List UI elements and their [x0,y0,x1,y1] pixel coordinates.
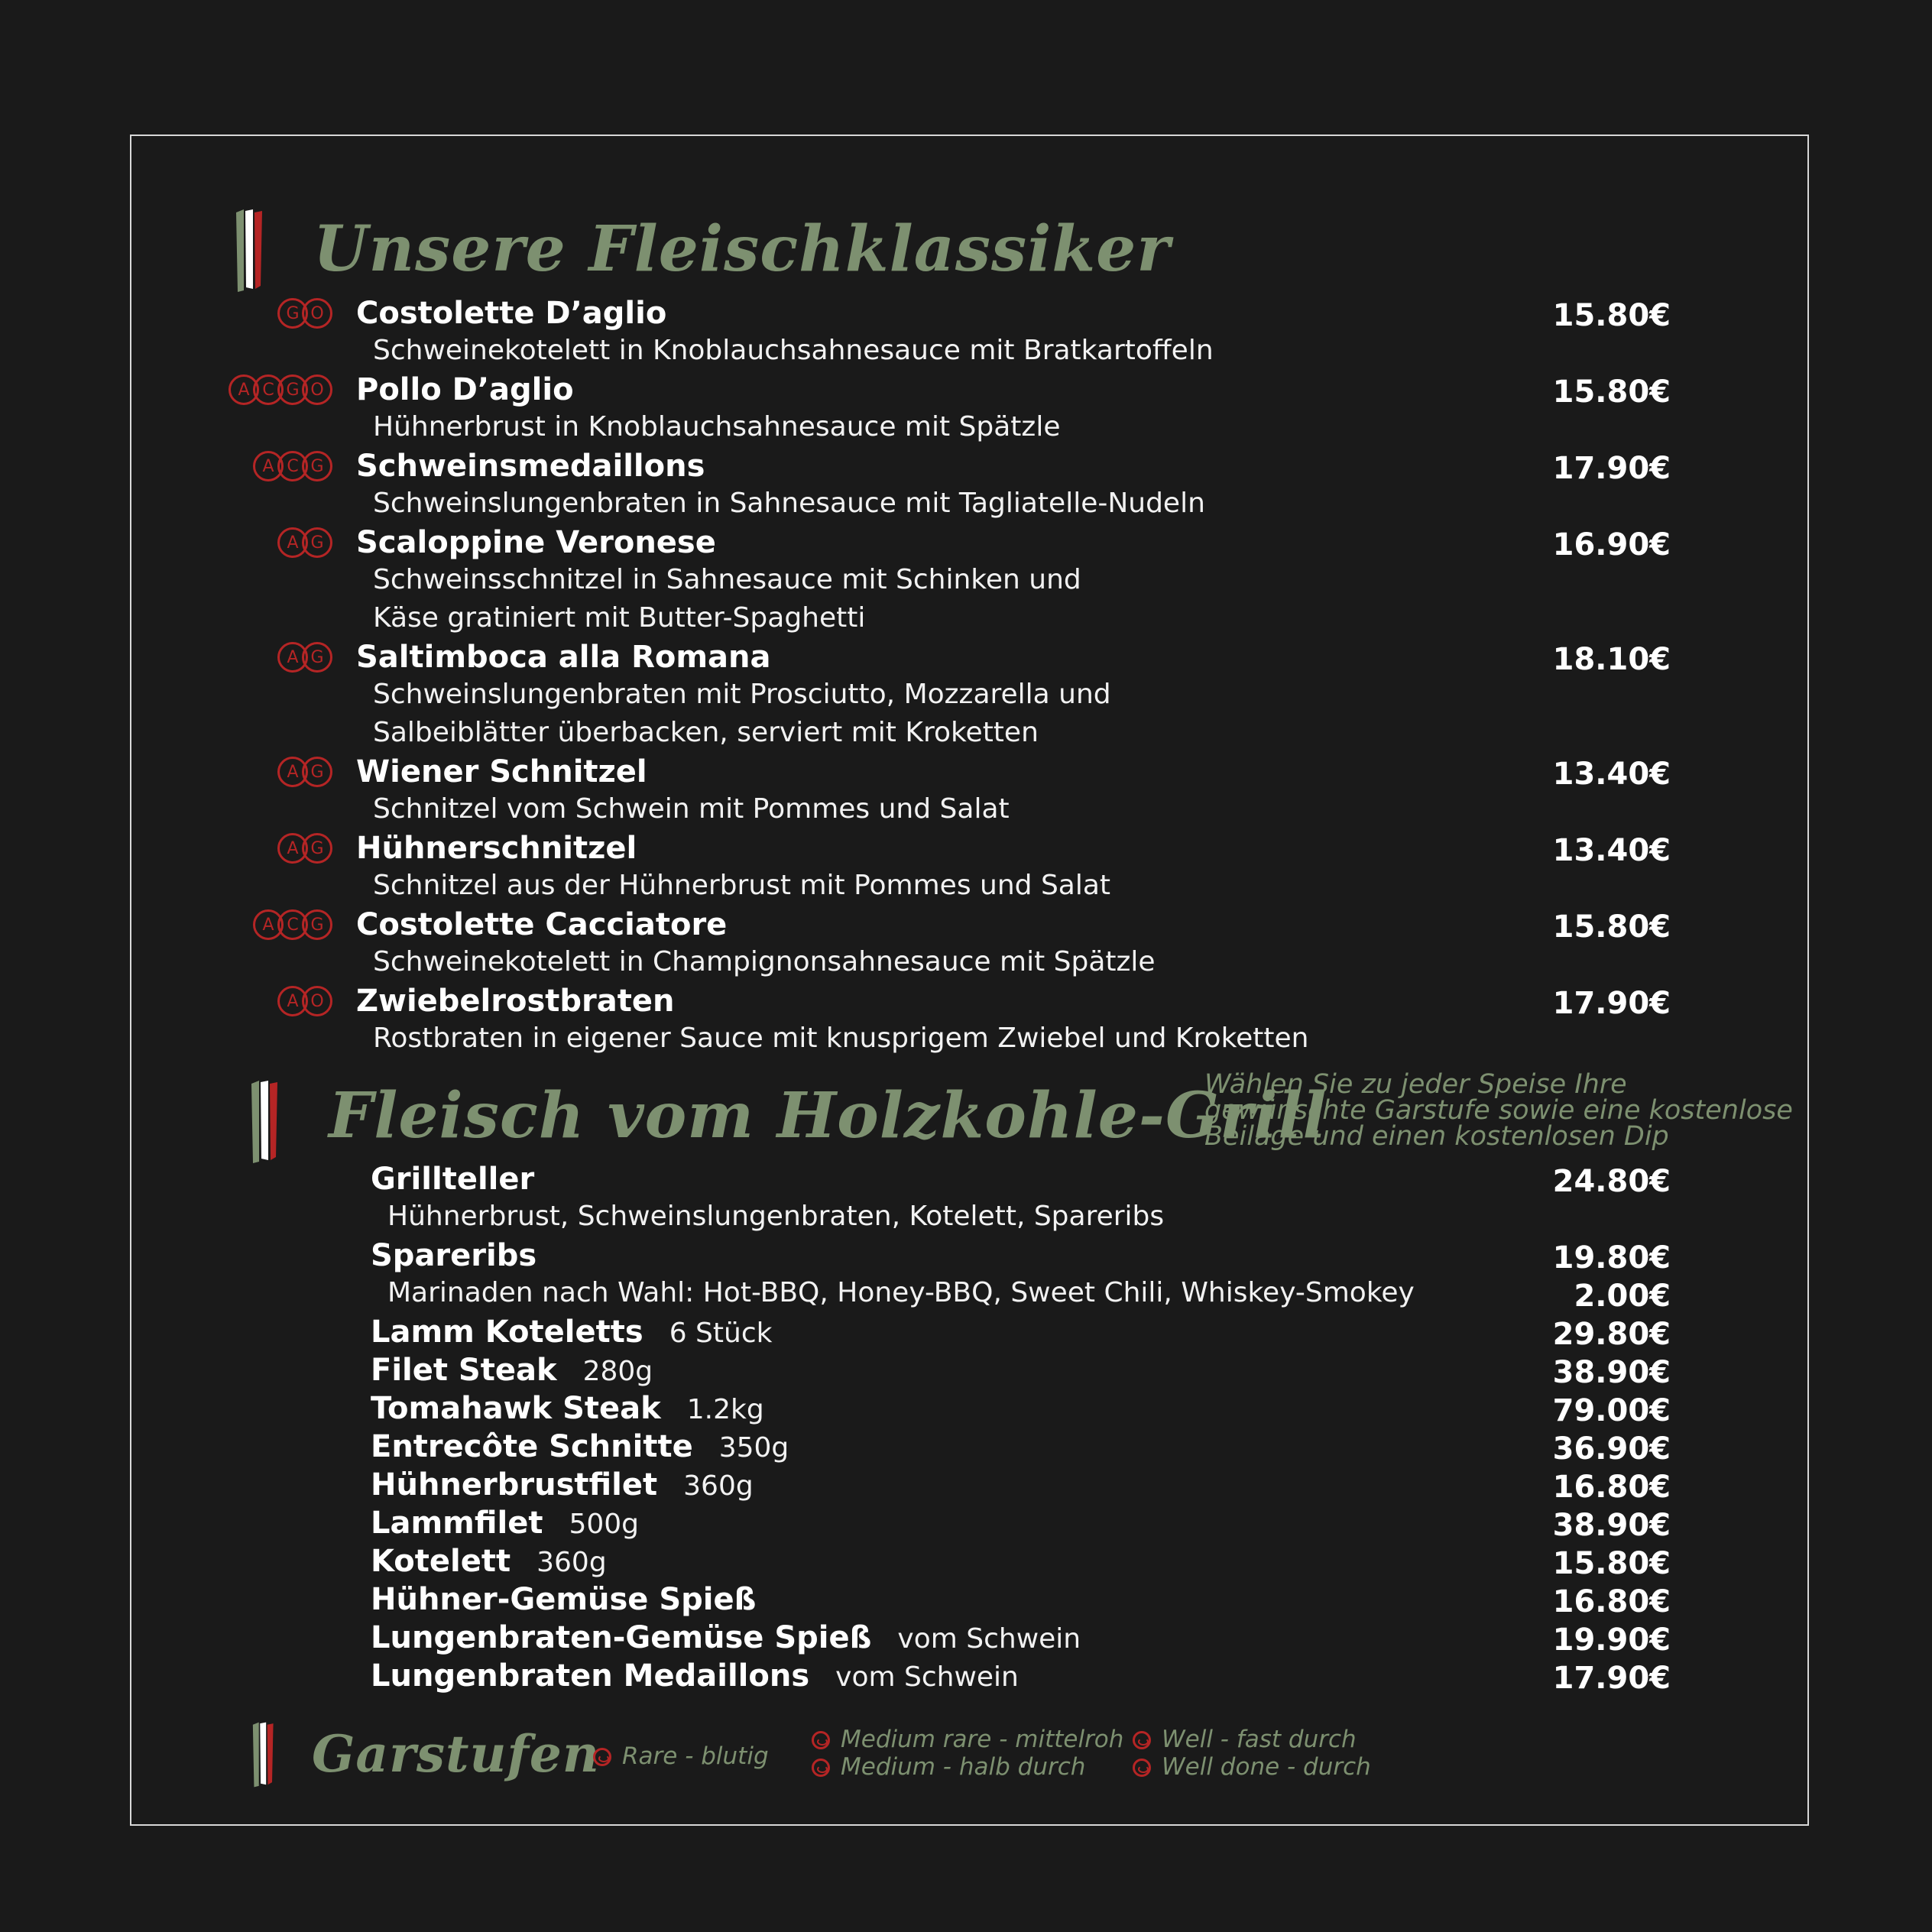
menu-item-price: 17.90€ [1552,1661,1671,1696]
garstufe-rare [593,1742,769,1770]
menu-item-name: Pollo D’aglio [356,372,574,407]
doneness-icon [1133,1731,1151,1749]
allergen-badge: O [302,374,332,405]
allergen-badges [235,374,332,405]
allergen-badge: G [302,833,332,864]
allergen-badge: C [253,374,284,405]
menu-item-description: Rostbraten in eigener Sauce mit knusprigem Zwiebel und Kroketten [373,1023,1309,1054]
allergen-badge: G [277,298,308,329]
allergen-badges [284,757,332,787]
section-title-garstufen: Garstufen [312,1724,600,1784]
menu-item-price: 24.80€ [1552,1164,1671,1199]
allergen-badge: G [277,374,308,405]
menu-item-portion: 360g [683,1470,754,1502]
menu-item-portion: 360g [536,1547,607,1578]
menu-item-price: 15.80€ [1552,374,1671,410]
menu-item-price: 19.80€ [1552,1240,1671,1276]
garstufe-label: Well done - durch [1162,1753,1371,1781]
menu-item-name-text: Entrecôte Schnitte [371,1429,693,1464]
allergen-badge: A [277,757,308,787]
italian-flag-icon [233,208,267,293]
menu-item-price: 36.90€ [1552,1431,1671,1467]
menu-item-name: Scaloppine Veronese [356,525,716,560]
allergen-badges [259,451,332,481]
menu-item-description: Schweinsschnitzel in Sahnesauce mit Schinken und [373,564,1081,595]
menu-item-price: 13.40€ [1552,757,1671,792]
menu-item-portion: 1.2kg [686,1394,764,1425]
garstufe-medium [812,1753,1085,1781]
allergen-badge: A [253,909,284,940]
menu-item-description: Marinaden nach Wahl: Hot-BBQ, Honey-BBQ, Sweet Chili, Whiskey-Smokey [387,1277,1415,1308]
menu-item-name [371,1657,1019,1697]
menu-item-description: Schweinslungenbraten in Sahnesauce mit Tagliatelle-Nudeln [373,488,1205,519]
allergen-badge: G [302,757,332,787]
doneness-icon [593,1748,611,1766]
menu-item-price: 18.10€ [1552,642,1671,677]
doneness-icon [812,1759,830,1777]
allergen-badges [284,986,332,1016]
menu-item-name: Spareribs [371,1238,537,1273]
menu-item-name: Costolette D’aglio [356,296,667,331]
garstufe-well-done [1133,1753,1371,1781]
allergen-badge: A [277,986,308,1016]
menu-item-name [371,1619,1081,1658]
menu-item-name-text: Hühner-Gemüse Spieß [371,1582,757,1617]
menu-item-name-text: Tomahawk Steak [371,1391,661,1426]
allergen-badge: A [277,833,308,864]
allergen-badge: C [277,909,308,940]
garstufe-medium-rare [812,1726,1123,1753]
menu-item-price: 17.90€ [1552,986,1671,1021]
menu-item-description: Schnitzel aus der Hühnerbrust mit Pommes und Salat [373,870,1111,901]
menu-item-description: Salbeiblätter überbacken, serviert mit Kroketten [373,717,1039,748]
allergen-badge: C [277,451,308,481]
section-title-fleischklassiker: Unsere Fleischklassiker [313,212,1171,286]
italian-flag-icon [247,1721,280,1788]
menu-item-price: 29.80€ [1552,1317,1671,1352]
allergen-badge: G [302,909,332,940]
menu-item-name: Wiener Schnitzel [356,754,647,789]
allergen-badge: G [302,451,332,481]
menu-item-price: 15.80€ [1552,298,1671,333]
menu-item-name: Hühnerschnitzel [356,831,637,866]
menu-item-name [371,1313,772,1353]
menu-item-name: Saltimboca alla Romana [356,640,771,675]
menu-item-price: 17.90€ [1552,451,1671,486]
menu-item-price: 38.90€ [1552,1355,1671,1390]
allergen-badge: A [277,527,308,558]
menu-item-name [371,1351,653,1391]
menu-item-name: Costolette Cacciatore [356,907,728,942]
garstufe-label: Rare - blutig [622,1742,769,1770]
menu-item-portion: 6 Stück [669,1318,773,1349]
menu-item-name-text: Lamm Koteletts [371,1314,643,1350]
garstufe-label: Medium - halb durch [841,1753,1086,1781]
menu-item-price: 15.80€ [1552,909,1671,945]
grill-note [1204,1069,1793,1152]
menu-item-name [371,1389,764,1429]
menu-item-description: Schweinekotelett in Knoblauchsahnesauce mit Bratkartoffeln [373,335,1214,366]
menu-item-name-text: Hühnerbrustfilet [371,1467,658,1502]
menu-item-price: 38.90€ [1552,1508,1671,1543]
menu-item-name: Zwiebelrostbraten [356,984,675,1019]
allergen-badges [284,833,332,864]
allergen-badges [284,642,332,673]
menu-item-name: Grillteller [371,1162,535,1197]
allergen-badges [284,298,332,329]
menu-item-name [371,1428,789,1467]
menu-item-portion: vom Schwein [835,1661,1019,1693]
menu-item-price: 79.00€ [1552,1393,1671,1428]
menu-item-price: 16.90€ [1552,527,1671,562]
section-title-holzkohle-grill: Fleisch vom Holzkohle-Grill [329,1079,1327,1152]
allergen-badge: G [302,527,332,558]
menu-item-price: 15.80€ [1552,1546,1671,1581]
allergen-badge: G [302,642,332,673]
menu-item-name [371,1504,639,1544]
menu-item-portion: vom Schwein [897,1623,1081,1655]
allergen-badge: A [229,374,259,405]
menu-item-portion: 500g [569,1509,640,1540]
allergen-badge: A [253,451,284,481]
allergen-badge: O [302,298,332,329]
doneness-icon [1133,1759,1151,1777]
menu-item-portion: 280g [582,1356,653,1387]
menu-item-description: Schweinekotelett in Champignonsahnesauce mit Spätzle [373,946,1156,977]
italian-flag-icon [248,1079,282,1165]
menu-item-name-text: Lungenbraten Medaillons [371,1658,810,1694]
menu-item-description: Schnitzel vom Schwein mit Pommes und Salat [373,793,1010,825]
menu-item-name-text: Lungenbraten-Gemüse Spieß [371,1620,872,1655]
grill-note-line: Wählen Sie zu jeder Speise Ihre [1204,1069,1627,1100]
garstufe-label: Well - fast durch [1162,1726,1357,1753]
allergen-badge: A [277,642,308,673]
menu-item-description: Schweinslungenbraten mit Prosciutto, Mozzarella und [373,679,1111,710]
marinade-price: 2.00€ [1574,1279,1671,1314]
menu-item-price: 13.40€ [1552,833,1671,868]
menu-item-name: Schweinsmedaillons [356,449,705,484]
menu-item-description: Hühnerbrust in Knoblauchsahnesauce mit Spätzle [373,411,1061,442]
menu-item-name-text: Filet Steak [371,1353,557,1388]
allergen-badges [259,909,332,940]
menu-item-price: 19.90€ [1552,1622,1671,1658]
menu-item-name-text: Kotelett [371,1544,511,1579]
grill-note-line: gewünschte Garstufe sowie eine kostenlose [1204,1095,1793,1126]
menu-item-portion: 350g [718,1432,789,1464]
grill-note-line: Beilage und einen kostenlosen Dip [1204,1121,1669,1152]
garstufe-label: Medium rare - mittelroh [841,1726,1124,1753]
garstufe-well [1133,1726,1357,1753]
menu-item-price: 16.80€ [1552,1470,1671,1505]
menu-item-name [371,1580,756,1619]
allergen-badges [284,527,332,558]
allergen-badge: O [302,986,332,1016]
menu-item-description: Hühnerbrust, Schweinslungenbraten, Kotelett, Spareribs [387,1201,1165,1232]
menu-item-name [371,1466,754,1506]
menu-item-name [371,1542,607,1582]
doneness-icon [812,1731,830,1749]
menu-item-price: 16.80€ [1552,1584,1671,1619]
menu-item-name-text: Lammfilet [371,1506,543,1541]
menu-item-description: Käse gratiniert mit Butter-Spaghetti [373,602,866,634]
